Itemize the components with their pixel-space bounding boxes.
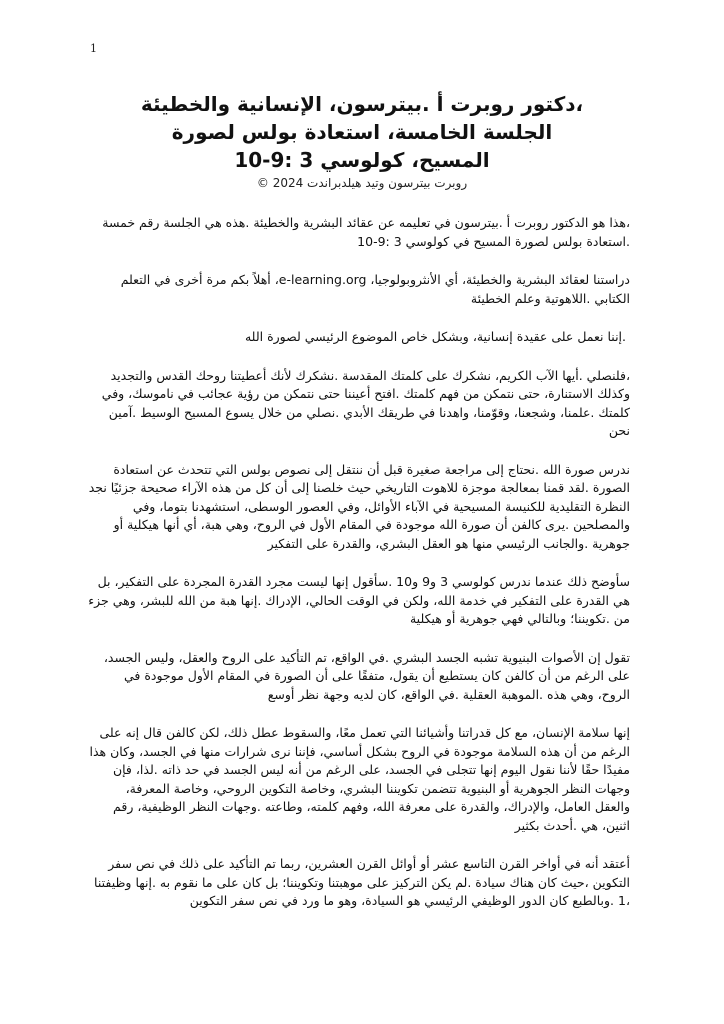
paragraph-topic: .إننا نعمل على عقيدة إنسانية، وبشكل خاص الموضوع الرئيسي لصورة الله [244, 329, 626, 344]
paragraph-colossians: سأوضح ذلك عندما ندرس كولوسي 3 و9 و10 .سأقول إنها ليست مجرد القدرة المجردة على التفكير، بل هي القدرة على التفكير في خدمة الله، ولكن في الوقت الحالي، الإدراك .إنها هبة من الله للبشر، وهي جزء من .تكويننا؛ وبالتالي فهي جوهرية أو هيكلية [88, 574, 630, 626]
page-number: 1 [90, 42, 97, 55]
title-line-2: الجلسة الخامسة، استعادة بولس لصورة [171, 120, 553, 144]
title-line-1: ،دكتور روبرت أ .بيترسون، الإنسانية والخطيئة [140, 92, 584, 116]
document-body [88, 214, 630, 931]
paragraph-review: ندرس صورة الله .نحتاج إلى مراجعة صغيرة قبل أن ننتقل إلى نصوص بولس التي تتحدث عن استعادة الصورة .لقد قمنا بمعالجة موجزة للاهوت التاريخي حيث خلصنا إلى أن كل من هذه الآراء صحيحة جزئيًا نجد النظرة التقليدية للكنيسة المسيحية في الآباء الأوائل، وفي العصور الوسطى، استشهدنا بتوما، وفي والمصلحين .يرى كالفن أن صورة الله موجودة في المقام الأول في الروح، وهي هبة، أي أنها هيكلية أو جوهرية .والجانب الرئيسي منها هو العقل البشري، والقدرة على التفكير [88, 461, 630, 551]
paragraph-prayer: ،فلنصلي .أيها الآب الكريم، نشكرك على كلمتك المقدسة .نشكرك لأنك أعطيتنا روحك القدس والتجديد وكذلك الاستنارة، حتى نتمكن من فهم كلمتك .افتح أعيننا حتى نتمكن من رؤية عجائب في ناموسك، وفي كلمتك .علمنا، وشجعنا، وقوّمنا، واهدنا في طريقك الأبدي .نصلي من خلال يسوع المسيح الوسيط .آمين نحن [101, 367, 630, 438]
paragraph-intro: ،هذا هو الدكتور روبرت أ .بيترسون في تعليمه عن عقائد البشرية والخطيئة .هذه هي الجلسة رقم خمسة .استعادة بولس لصورة المسيح في كولوسي 3 :9-10 [102, 215, 630, 249]
title-line-3: المسيح، كولوسي 3 :9-10 [234, 148, 490, 172]
paragraph-integrity: إنها سلامة الإنسان، مع كل قدراتنا وأشيائنا التي تعمل معًا، والسقوط عطل ذلك، لكن كالفن قال إنه على الرغم من أن هذه السلامة موجودة في الروح بشكل أساسي، فإننا نرى شرارات منها في الجسد، وكان هذا مفيدًا حقًا لأننا نقول اليوم إنها تتجلى في الجسد، على الرغم من أنه ليس الجسد في حد ذاته .لذا، فإن وجهات النظر الجوهرية أو البنيوية تتضمن تكويننا البشري، وخاصة التكوين الروحي، وخاصة المعرفة، والعقل العامل، والإدراك، والقدرة على معرفة الله، وفهم كلمته، وطاعته .وجهات النظر الوظيفية، رقم اثنين، هي .أحدث بكثير [89, 725, 630, 833]
paragraph-structural-view: تقول إن الأصوات البنيوية تشبه الجسد البشري .في الواقع، تم التأكيد على الروح والعقل، وليس الجسد، على الرغم من أن كالفن كان يستطيع أن يقول، متفقًا على أن الصورة في المقام الأول موجودة في الروح، وهي هذه .الموهبة العقلية .في الواقع، كان لديه وجهة نظر أوسع [103, 649, 630, 702]
paragraph-welcome: دراستنا لعقائد البشرية والخطيئة، أي الأنثروبولوجيا، e-learning.org، أهلاً بكم مرة أخرى في التعلم الكتابي .اللاهوتية وعلم الخطيئة [120, 272, 630, 306]
document-title [100, 90, 624, 191]
copyright-line: روبرت بيترسون وتيد هيلدبراندت 2024 © [256, 176, 468, 190]
paragraph-functional-view: أعتقد أنه في أواخر القرن التاسع عشر أو أوائل القرن العشرين، ربما تم التأكيد على ذلك في نص سفر التكوين ،حيث كان هناك سيادة .لم يكن التركيز على موهبتنا وتكويننا؛ بل كان على ما نقوم به .إنها وظيفتنا ،1 .وبالطبع كان الدور الوظيفي الرئيسي هو السيادة، وهو ما ورد في نص سفر التكوين [94, 856, 630, 908]
